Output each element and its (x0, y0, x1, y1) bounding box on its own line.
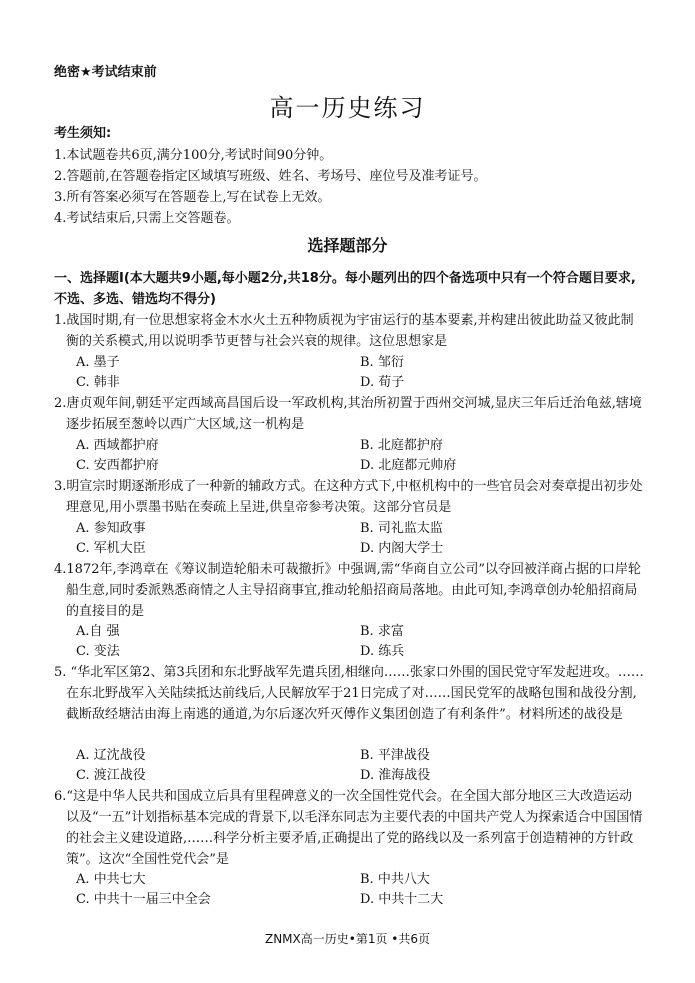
question-stem: 3.明宣宗时期逐渐形成了一种新的辅政方式。在这种方式下,中枢机构中的一些官员会对奏章提出初步处理意见,用小票墨书贴在奏疏上呈进,供皇帝参考决策。这部分官员是 (54, 479, 643, 515)
option-d: D. 中共十二大 (360, 892, 444, 907)
question-5 (54, 662, 644, 725)
option-d: D. 北庭都元帅府 (360, 458, 457, 473)
question-stem: 1.战国时期,有一位思想家将金木水火土五种物质视为宇宙运行的基本要素,并构建出彼此助益又彼此制衡的关系模式,用以说明季节更替与社会兴衰的规律。这位思想家是 (54, 313, 634, 349)
option-b: B. 平津战役 (360, 748, 430, 763)
option-c: C. 军机大臣 (76, 541, 146, 556)
option-b: B. 求富 (360, 624, 404, 639)
secret-label: 绝密★考试结束前 (54, 65, 157, 80)
page-footer: ZNMX高一历史•第1页 •共6页 (264, 932, 430, 946)
option-a: A. 西域都护府 (76, 438, 159, 453)
notice-item: 1.本试题卷共6页,满分100分,考试时间90分钟。 (54, 148, 333, 163)
option-a: A. 中共七大 (76, 872, 146, 887)
option-c: C. 安西都护府 (76, 458, 159, 473)
question-stem: 5. “华北军区第2、第3兵团和东北野战军先遣兵团,相继向……张家口外围的国民党守军发起进攻。……在东北野战军入关陆续抵达前线后,人民解放军于21日完成了对……国民党军的战略包围和战役分割,截断敌经塘沽由海上南逃的通道,为尔后逐次歼灭傅作义集团创造了有利条件”。材料所述的战役是 (54, 665, 644, 722)
option-d: D. 荀子 (360, 375, 405, 390)
option-c: C. 中共十一届三中全会 (76, 892, 211, 907)
option-d: D. 练兵 (360, 644, 405, 659)
notice-item: 4.考试结束后,只需上交答题卷。 (54, 211, 240, 226)
question-2 (54, 393, 644, 435)
question-6 (54, 786, 644, 870)
option-a: A.自 强 (76, 624, 120, 639)
page-title: 高一历史练习 (269, 94, 426, 122)
question-1 (54, 310, 644, 352)
notice-heading: 考生须知: (54, 126, 112, 141)
option-a: A. 墨子 (76, 355, 120, 370)
notice-item: 2.答题前,在答题卷指定区域填写班级、姓名、考场号、座位号及准考证号。 (54, 169, 487, 184)
section-instruction: 一、选择题Ⅰ(本大题共9小题,每小题2分,共18分。每小题列出的四个备选项中只有一个符合题目要求,不选、多选、错选均不得分) (54, 271, 636, 307)
option-b: B. 司礼监太监 (360, 521, 443, 536)
option-a: A. 参知政事 (76, 521, 146, 536)
option-b: B. 中共八大 (360, 872, 430, 887)
question-4 (54, 559, 644, 622)
option-c: C. 韩非 (76, 375, 120, 390)
question-stem: 4.1872年,李鸿章在《筹议制造轮船未可裁撤折》中强调,需“华商自立公司”以夺回被洋商占据的口岸轮船生意,同时委派熟悉商情之人主导招商事宜,推动轮船招商局落地。由此可知,李鸿章创办轮船招商局的直接目的是 (54, 562, 642, 619)
notice-item: 3.所有答案必须写在答题卷上,写在试卷上无效。 (54, 190, 331, 205)
option-b: B. 北庭都护府 (360, 438, 443, 453)
option-b: B. 邹衍 (360, 355, 404, 370)
question-3 (54, 476, 644, 518)
option-c: C. 渡江战役 (76, 768, 146, 783)
question-stem: 6.“这是中华人民共和国成立后具有里程碑意义的一次全国性党代会。在全国大部分地区三大改造运动以及“一五”计划指标基本完成的背景下,以毛泽东同志为主要代表的中国共产党人为探索适合中国国情的社会主义建设道路,……科学分析主要矛盾,正确提出了党的路线以及一系列富于创造精神的方针政策”。这次“全国性党代会”是 (54, 789, 643, 867)
option-c: C. 变法 (76, 644, 120, 659)
option-d: D. 内阁大学士 (360, 541, 444, 556)
option-d: D. 淮海战役 (360, 768, 431, 783)
section-title: 选择题部分 (307, 236, 388, 255)
option-a: A. 辽沈战役 (76, 748, 146, 763)
question-stem: 2.唐贞观年间,朝廷平定西域高昌国后设一军政机构,其治所初置于西州交河城,显庆三年后迁治龟兹,辖境逐步拓展至葱岭以西广大区域,这一机构是 (54, 396, 642, 432)
